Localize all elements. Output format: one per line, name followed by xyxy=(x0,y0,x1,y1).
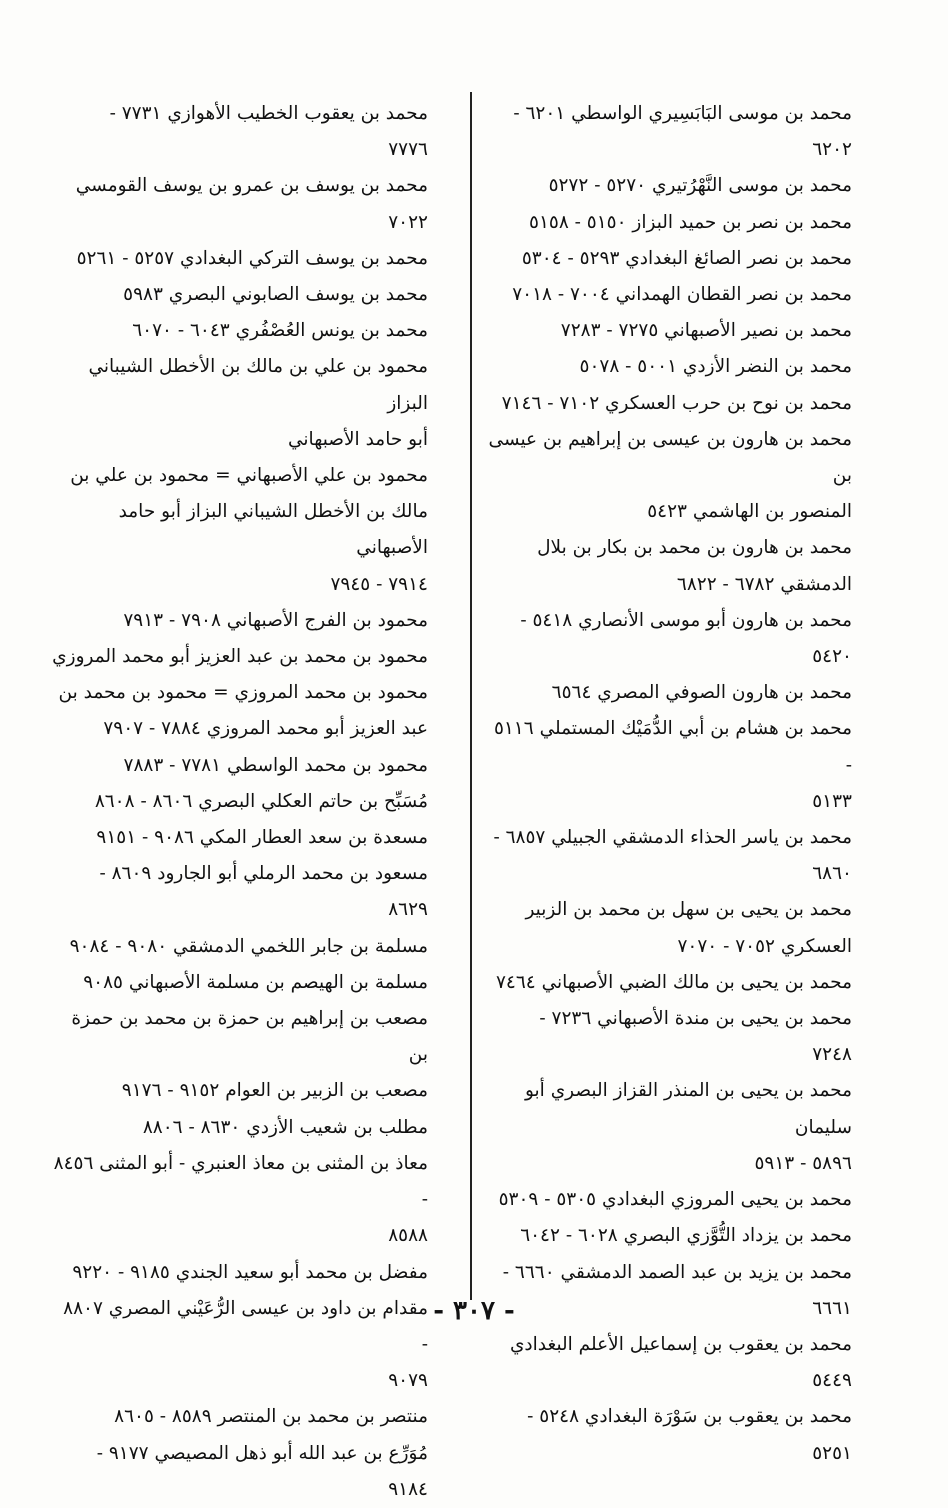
index-line: مصعب بن إبراهيم بن حمزة بن محمد بن حمزة بن xyxy=(71,1008,428,1066)
index-line: ٧٩١٤ - ٧٩٤٥ xyxy=(330,573,428,595)
index-line: ٥٢٥١ xyxy=(812,1442,852,1464)
index-line: معاذ بن المثنى بن معاذ العنبري - أبو المثنى ٨٤٥٦ - xyxy=(53,1152,428,1211)
index-line: ٥٤٤٩ xyxy=(812,1370,852,1392)
index-line: مفضل بن محمد أبو سعيد الجندي ٩١٨٥ - ٩٢٢٠ xyxy=(72,1261,428,1283)
index-line: ٥٤٢٠ xyxy=(812,646,852,668)
index-line: ٧٢٤٨ xyxy=(812,1044,852,1066)
index-line: ٨٥٨٨ xyxy=(388,1225,428,1247)
index-line: ٥١٣٣ xyxy=(812,790,852,812)
index-line: المنصور بن الهاشمي ٥٤٢٣ xyxy=(647,501,852,523)
index-line: محمد بن يوسف الصابوني البصري ٥٩٨٣ xyxy=(123,284,428,306)
index-line: ٦٦٦١ xyxy=(812,1297,852,1319)
index-line: محمد بن هارون بن عيسى بن إبراهيم بن عيسى بن xyxy=(488,428,852,487)
index-line: محمد بن يعقوب بن سَوْرَة البغدادي ٥٢٤٨ - xyxy=(527,1406,852,1428)
index-line: محمد بن يحيى بن مندة الأصبهاني ٧٢٣٦ - xyxy=(539,1008,852,1030)
index-line: محمد بن موسى النَّهْرُتيري ٥٢٧٠ - ٥٢٧٢ xyxy=(548,175,852,197)
index-line: محمد بن يحيى بن مالك الضبي الأصبهاني ٧٤٦٤ xyxy=(495,971,852,993)
index-line: محمد بن نصر الصائغ البغدادي ٥٢٩٣ - ٥٣٠٤ xyxy=(521,247,852,269)
index-line: مُسَبِّح بن حاتم العكلي البصري ٨٦٠٦ - ٨٦٠٨ xyxy=(94,790,428,812)
index-line: محمد بن هشام بن أبي الدُّمَيْك المستملي ٥١١٦ - xyxy=(493,718,852,776)
index-line: الدمشقي ٦٧٨٢ - ٦٨٢٢ xyxy=(676,573,852,595)
index-line: محمد بن يوسف بن عمرو بن يوسف القومسي xyxy=(75,175,428,197)
index-line: محمد بن يزيد بن عبد الصمد الدمشقي ٦٦٦٠ - xyxy=(502,1261,852,1283)
index-line: محمد بن نصر بن حميد البزاز ٥١٥٠ - ٥١٥٨ xyxy=(529,211,852,233)
index-line: ٥٨٩٦ - ٥٩١٣ xyxy=(754,1152,852,1174)
index-line: محمد بن نصير الأصبهاني ٧٢٧٥ - ٧٢٨٣ xyxy=(560,320,852,342)
index-line: ٦٨٦٠ xyxy=(812,863,852,885)
index-line: محمد بن نوح بن حرب العسكري ٧١٠٢ - ٧١٤٦ xyxy=(501,392,852,414)
index-line: ٧٠٢٢ xyxy=(388,211,428,233)
index-line: محمد بن يعقوب بن إسماعيل الأعلم البغدادي xyxy=(509,1333,852,1355)
index-line: مقدام بن داود بن عيسى الرُّعَيْني المصري ٨٨٠٧ - xyxy=(63,1297,428,1355)
index-line: محمد بن النضر الأزدي ٥٠٠١ - ٥٠٧٨ xyxy=(579,356,852,378)
index-line: محمد بن يعقوب الخطيب الأهوازي ٧٧٣١ - xyxy=(109,103,428,124)
index-line: محمد بن يحيى بن سهل بن محمد بن الزبير xyxy=(525,899,852,921)
index-line: محمد بن هارون أبو موسى الأنصاري ٥٤١٨ - xyxy=(520,609,852,631)
page-number: - ٣٠٧ - xyxy=(433,1296,515,1326)
index-line: محمد بن هارون بن محمد بن بكار بن بلال xyxy=(537,537,852,559)
index-line: مُوَرِّع بن عبد الله أبو ذهل المصيصي ٩١٧٧ - xyxy=(96,1442,428,1464)
index-line: منتصر بن محمد بن المنتصر ٨٥٨٩ - ٨٦٠٥ xyxy=(114,1406,428,1428)
index-line: محمد بن نصر القطان الهمداني ٧٠٠٤ - ٧٠١٨ xyxy=(512,284,852,306)
index-line: محمد بن يونس العُصْفُري ٦٠٤٣ - ٦٠٧٠ xyxy=(132,320,428,342)
index-line: أبو حامد الأصبهاني xyxy=(287,428,428,450)
index-line: ٨٦٢٩ xyxy=(388,899,428,921)
index-line: العسكري ٧٠٥٢ - ٧٠٧٠ xyxy=(677,935,852,957)
index-line: مسعدة بن سعد العطار المكي ٩٠٨٦ - ٩١٥١ xyxy=(96,827,428,849)
index-line: مصعب بن الزبير بن العوام ٩١٥٢ - ٩١٧٦ xyxy=(121,1080,428,1102)
index-line: عبد العزيز أبو محمد المروزي ٧٨٨٤ - ٧٩٠٧ xyxy=(103,718,428,740)
index-line: محمد بن يزداد التُّوَّزي البصري ٦٠٢٨ - ٦٠٤٢ xyxy=(520,1225,852,1247)
index-line: محمود بن محمد المروزي = محمود بن محمد بن xyxy=(58,682,428,704)
column-divider xyxy=(470,92,472,1300)
index-line: محمود بن محمد الواسطي ٧٧٨١ - ٧٨٨٣ xyxy=(123,754,428,776)
index-line: محمد بن موسى البَابَسِيري الواسطي ٦٢٠١ - ٦٢٠٢ xyxy=(513,103,852,161)
index-line: محمد بن يحيى بن المنذر القزاز البصري أبو سليمان xyxy=(524,1080,852,1138)
index-line: مطلب بن شعيب الأزدي ٨٦٣٠ - ٨٨٠٦ xyxy=(142,1116,428,1138)
index-line: محمود بن محمد بن عبد العزيز أبو محمد المروزي xyxy=(52,646,428,668)
index-line: مسلمة بن جابر اللخمي الدمشقي ٩٠٨٠ - ٩٠٨٤ xyxy=(69,935,428,957)
index-line: مسلمة بن الهيصم بن مسلمة الأصبهاني ٩٠٨٥ xyxy=(83,971,428,993)
index-line: مسعود بن محمد الرملي أبو الجارود ٨٦٠٩ - xyxy=(99,863,428,885)
index-line: محمود بن الفرج الأصبهاني ٧٩٠٨ - ٧٩١٣ xyxy=(123,609,428,631)
index-line: محمد بن هارون الصوفي المصري ٦٥٦٤ xyxy=(551,682,852,704)
index-line: محمد بن ياسر الحذاء الدمشقي الجبيلي ٦٨٥٧ - xyxy=(493,827,852,849)
index-line: ٩٠٧٩ xyxy=(388,1370,428,1392)
index-line: محمد بن يوسف التركي البغدادي ٥٢٥٧ - ٥٢٦١ xyxy=(76,247,428,269)
index-column-right xyxy=(486,96,852,1472)
index-line: مالك بن الأخطل الشيباني البزاز أبو حامد الأصبهاني xyxy=(118,501,428,559)
index-line: محمد بن يحيى المروزي البغدادي ٥٣٠٥ - ٥٣٠٩ xyxy=(498,1189,852,1211)
index-line: محمود بن علي الأصبهاني = محمود بن علي بن xyxy=(70,465,428,487)
index-line: ٧٧٧٦ xyxy=(388,139,428,161)
index-line: ٩١٨٤ xyxy=(388,1478,428,1500)
index-line: محمود بن علي بن مالك بن الأخطل الشيباني البزاز xyxy=(88,356,428,414)
